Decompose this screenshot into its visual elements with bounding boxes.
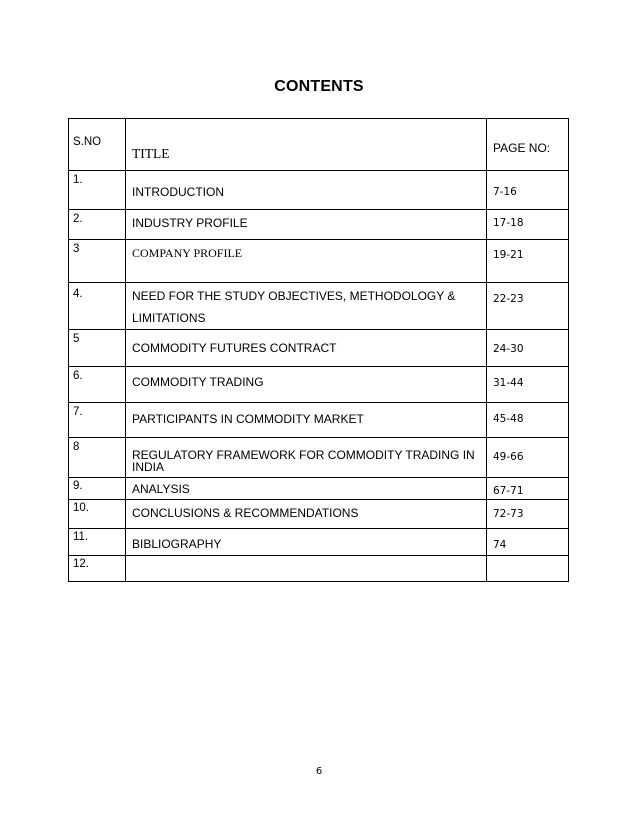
row-sno: 4. bbox=[73, 288, 83, 300]
title-cell bbox=[126, 529, 487, 556]
page-cell bbox=[487, 556, 569, 582]
row-title: INTRODUCTION bbox=[132, 185, 224, 199]
table-header-row bbox=[69, 119, 569, 171]
page-cell bbox=[487, 438, 569, 478]
row-sno: 11. bbox=[73, 531, 89, 543]
title-cell bbox=[126, 367, 487, 403]
table-row bbox=[69, 367, 569, 403]
row-sno: 1. bbox=[73, 174, 83, 186]
row-sno: 10. bbox=[73, 502, 89, 514]
table-row bbox=[69, 283, 569, 330]
table-row bbox=[69, 171, 569, 210]
row-page: 72-73 bbox=[493, 508, 524, 520]
table-row bbox=[69, 330, 569, 367]
table-row bbox=[69, 556, 569, 582]
row-page: 74 bbox=[493, 539, 507, 551]
row-page: 7-16 bbox=[493, 186, 517, 198]
row-page: 49-66 bbox=[493, 451, 524, 463]
page-cell bbox=[487, 478, 569, 500]
row-title bbox=[126, 556, 486, 570]
table-row bbox=[69, 210, 569, 240]
page-cell bbox=[487, 210, 569, 240]
header-cell-page bbox=[487, 119, 569, 171]
sno-cell bbox=[69, 367, 126, 403]
page-cell bbox=[487, 171, 569, 210]
table-row bbox=[69, 500, 569, 529]
row-title: ANALYSIS bbox=[132, 482, 190, 496]
header-cell-title bbox=[126, 119, 487, 171]
table-row bbox=[69, 403, 569, 438]
header-title-label: TITLE bbox=[132, 146, 170, 161]
row-page: 22-23 bbox=[493, 293, 524, 305]
row-sno: 12. bbox=[73, 558, 89, 570]
row-sno: 5 bbox=[73, 333, 80, 345]
table-row bbox=[69, 529, 569, 556]
title-cell bbox=[126, 240, 487, 283]
sno-cell bbox=[69, 240, 126, 283]
row-page: 45-48 bbox=[493, 413, 524, 425]
title-cell bbox=[126, 500, 487, 529]
title-cell bbox=[126, 478, 487, 500]
page-number: 6 bbox=[315, 766, 323, 777]
row-sno: 2. bbox=[73, 213, 83, 225]
row-page: 17-18 bbox=[493, 217, 524, 229]
table-row bbox=[69, 438, 569, 478]
sno-cell bbox=[69, 283, 126, 330]
row-sno: 9. bbox=[73, 480, 83, 492]
row-title: COMPANY PROFILE bbox=[132, 246, 243, 260]
title-cell bbox=[126, 283, 487, 330]
title-cell bbox=[126, 556, 487, 582]
row-sno: 6. bbox=[73, 370, 83, 382]
title-cell bbox=[126, 330, 487, 367]
row-title: COMMODITY TRADING bbox=[132, 375, 264, 389]
title-cell bbox=[126, 403, 487, 438]
table-row bbox=[69, 478, 569, 500]
page-cell bbox=[487, 500, 569, 529]
sno-cell bbox=[69, 210, 126, 240]
header-page-label: PAGE NO: bbox=[493, 141, 551, 155]
row-page bbox=[487, 556, 568, 570]
row-title: COMMODITY FUTURES CONTRACT bbox=[132, 341, 337, 355]
page-cell bbox=[487, 367, 569, 403]
row-sno: 3 bbox=[73, 243, 80, 255]
sno-cell bbox=[69, 556, 126, 582]
page-cell bbox=[487, 283, 569, 330]
row-sno: 7. bbox=[73, 406, 83, 418]
page-cell bbox=[487, 403, 569, 438]
page-cell bbox=[487, 330, 569, 367]
header-cell-sno bbox=[69, 119, 126, 171]
sno-cell bbox=[69, 403, 126, 438]
contents-table bbox=[68, 118, 569, 582]
row-title: BIBLIOGRAPHY bbox=[132, 537, 222, 551]
title-cell bbox=[126, 210, 487, 240]
row-page: 67-71 bbox=[493, 485, 524, 497]
row-title: NEED FOR THE STUDY OBJECTIVES, METHODOLOGY & LIMITATIONS bbox=[132, 289, 456, 325]
sno-cell bbox=[69, 330, 126, 367]
sno-cell bbox=[69, 529, 126, 556]
sno-cell bbox=[69, 438, 126, 478]
row-title: REGULATORY FRAMEWORK FOR COMMODITY TRADING IN INDIA bbox=[132, 448, 475, 474]
sno-cell bbox=[69, 171, 126, 210]
row-page: 31-44 bbox=[493, 377, 524, 389]
table-row bbox=[69, 240, 569, 283]
row-sno: 8 bbox=[73, 441, 80, 453]
page-title: CONTENTS bbox=[274, 78, 364, 95]
title-cell bbox=[126, 438, 487, 478]
row-title: CONCLUSIONS & RECOMMENDATIONS bbox=[132, 506, 359, 520]
row-page: 19-21 bbox=[493, 249, 524, 261]
row-title: INDUSTRY PROFILE bbox=[132, 216, 248, 230]
row-page: 24-30 bbox=[493, 343, 524, 355]
title-cell bbox=[126, 171, 487, 210]
page-cell bbox=[487, 240, 569, 283]
row-title: PARTICIPANTS IN COMMODITY MARKET bbox=[132, 412, 364, 426]
header-sno-label: S.NO bbox=[73, 136, 102, 148]
page-cell bbox=[487, 529, 569, 556]
sno-cell bbox=[69, 500, 126, 529]
sno-cell bbox=[69, 478, 126, 500]
